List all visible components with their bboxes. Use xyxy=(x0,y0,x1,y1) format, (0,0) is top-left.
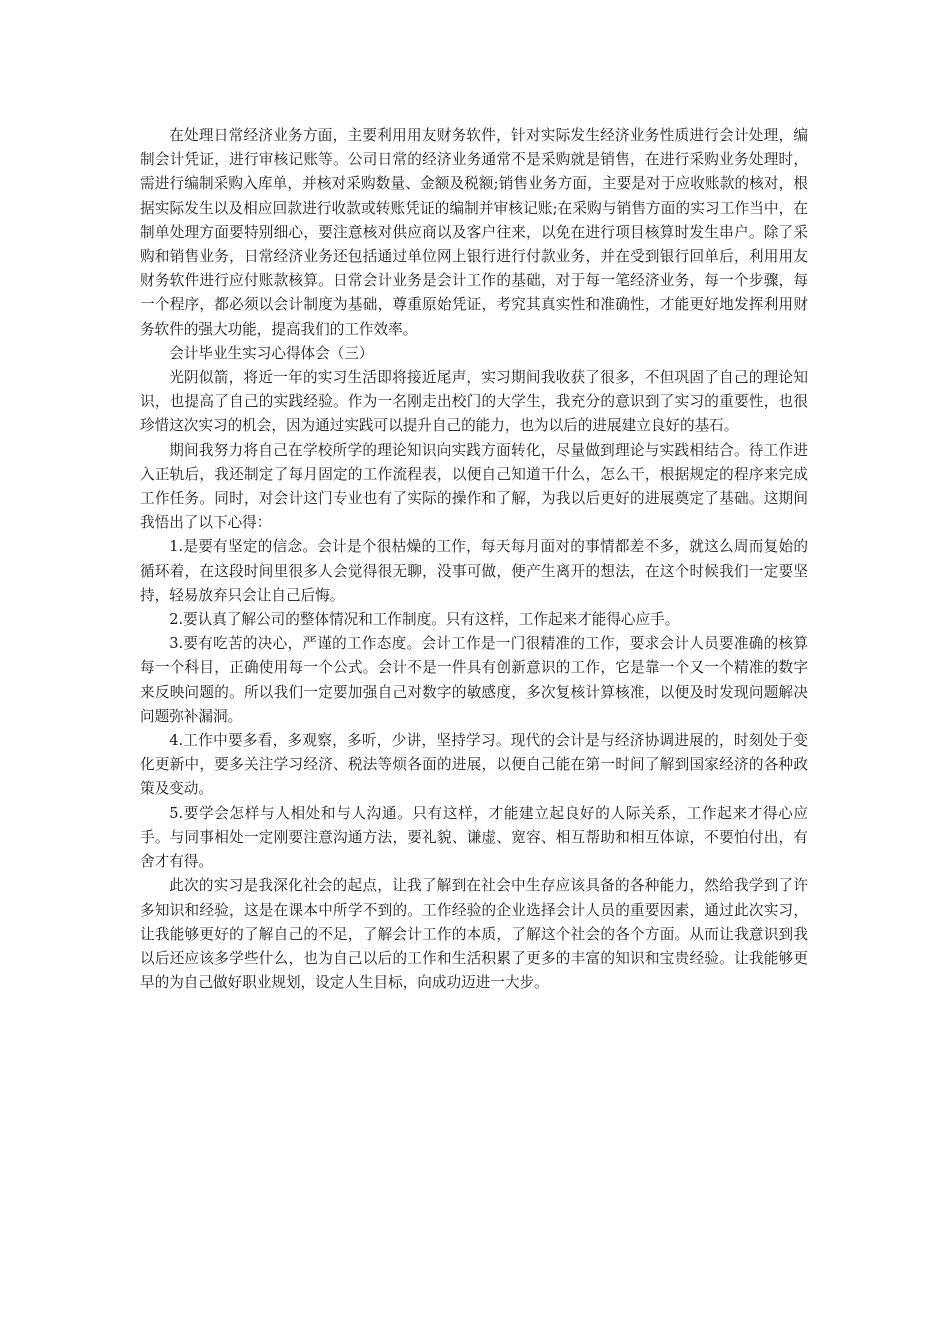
section-heading: 会计毕业生实习心得体会（三） xyxy=(169,344,374,362)
paragraph-intro: 光阴似箭，将近一年的实习生活即将接近尾声，实习期间我收获了很多，不但巩固了自己的理论知识，也提高了自己的实践经验。作为一名刚走出校门的大学生，我充分的意识到了实习的重要性，也很珍惜这次实习的机会，因为通过实践可以提升自己的能力，也为以后的进展建立良好的基石。 xyxy=(140,369,808,435)
paragraph-conclusion: 此次的实习是我深化社会的起点，让我了解到在社会中生存应该具备的各种能力，然给我学到了许多知识和经验，这是在课本中所学不到的。工作经验的企业选择会计人员的重要因素，通过此次实习，让我能够更好的了解自己的不足，了解会计工作的本质，了解这个社会的各个方面。从而让我意识到我以后还应该多学些什么，也为自己以后的工作和生活积累了更多的丰富的知识和宝贵经验。让我能够更早的为自己做好职业规划，设定人生目标，向成功迈进一大步。 xyxy=(140,877,808,992)
list-item-2: 2.要认真了解公司的整体情况和工作制度。只有这样，工作起来才能得心应手。 xyxy=(169,611,680,629)
paragraph-practice: 期间我努力将自己在学校所学的理论知识向实践方面转化，尽量做到理论与实践相结合。待工作进入正轨后，我还制定了每月固定的工作流程表，以便自己知道干什么，怎么干，根据规定的程序来完成工作任务。同时，对会计这门专业也有了实际的操作和了解，为我以后更好的进展奠定了基础。这期间我悟出了以下心得： xyxy=(140,441,808,532)
list-item-1: 1.是要有坚定的信念。会计是个很枯燥的工作，每天每月面对的事情都差不多，就这么周而复始的循环着，在这段时间里很多人会觉得很无聊，没事可做，便产生离开的想法，在这个时候我们一定要坚持，轻易放弃只会让自己后悔。 xyxy=(140,538,808,604)
list-item-5: 5.要学会怎样与人相处和与人沟通。只有这样，才能建立起良好的人际关系，工作起来才得心应手。与同事相处一定刚要注意沟通方法，要礼貌、谦虚、宽容、相互帮助和相互体谅，不要怕付出，有舍才有得。 xyxy=(140,804,808,871)
paragraph-daily-business: 在处理日常经济业务方面，主要利用用友财务软件，针对实际发生经济业务性质进行会计处理，编制会计凭证，进行审核记账等。公司日常的经济业务通常不是采购就是销售，在进行采购业务处理时，需进行编制采购入库单，并核对采购数量、金额及税额;销售业务方面，主要是对于应收账款的核对，根据实际发生以及相应回款进行收款或转账凭证的编制并审核记账;在采购与销售方面的实习工作当中，在制单处理方面要特别细心，要注意核对供应商以及客户往来，以免在进行项目核算时发生串户。除了采购和销售业务，日常经济业务还包括通过单位网上银行进行付款业务，并在受到银行回单后，利用用友财务软件进行应付账款核算。日常会计业务是会计工作的基础，对于每一笔经济业务，每一个步骤，每一个程序，都必须以会计制度为基础，尊重原始凭证，考究其真实性和准确性，才能更好地发挥利用财务软件的强大功能，提高我们的工作效率。 xyxy=(140,127,808,338)
list-item-3: 3.要有吃苦的决心，严谨的工作态度。会计工作是一门很精准的工作，要求会计人员要准确的核算每一个科目，正确使用每一个公式。会计不是一件具有创新意识的工作，它是靠一个又一个精准的数字来反映问题的。所以我们一定要加强自己对数字的敏感度，多次复核计算核准，以便及时发现问题解决问题弥补漏洞。 xyxy=(140,635,808,725)
document-body xyxy=(140,124,808,995)
list-item-4: 4.工作中要多看，多观察，多听，少讲，坚持学习。现代的会计是与经济协调进展的，时刻处于变化更新中，要多关注学习经济、税法等烦各面的进展，以便自己能在第一时间了解到国家经济的各种政策及变动。 xyxy=(140,732,808,798)
